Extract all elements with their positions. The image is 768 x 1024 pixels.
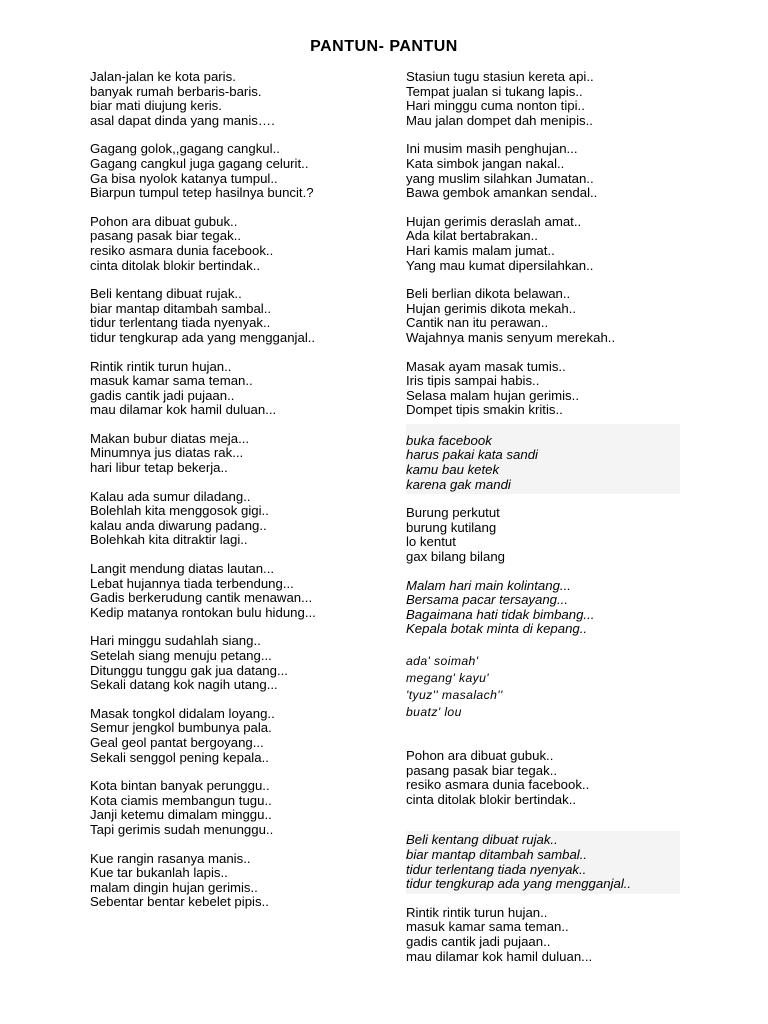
poem-line: Yang mau kumat dipersilahkan.. [406,257,594,273]
poem-line: pasang pasak biar tegak.. [90,228,242,244]
poem-line: Dompet tipis smakin kritis.. [406,402,563,418]
poem-line: Sekali senggol pening kepala.. [90,749,269,765]
poem-line: Gadis berkerudung cantik menawan... [90,590,313,606]
poem-line: cinta ditolak blokir bertindak.. [406,791,577,807]
poem-line: buatz' lou [406,705,462,719]
poem-line: Malam hari main kolintang... [406,577,571,593]
poem-line: Ini musim masih penghujan... [406,141,578,157]
poem-line: Semur jengkol bumbunya pala. [90,720,272,736]
stanza [90,70,390,128]
stanza [90,142,390,200]
poem-line: Makan bubur diatas meja... [90,430,250,446]
poem-line: Hari kamis malam jumat.. [406,242,555,258]
poem-line: Kalau ada sumur diladang.. [90,488,251,504]
poem-line: masuk kamar sama teman.. [406,919,569,935]
poem-line: tidur tengkurap ada yang mengganjal.. [406,876,632,892]
stanza [406,215,682,273]
poem-line: Burung perkutut [406,505,500,521]
poem-line: 'tyuz'' masalach'' [406,688,503,702]
stanza [406,831,680,893]
poem-line: mau dilamar kok hamil duluan... [406,948,593,964]
poem-line: Ga bisa nyolok katanya tumpul.. [90,170,278,186]
page-title: PANTUN- PANTUN [310,38,458,55]
poem-line: Minumnya jus diatas rak... [90,445,244,461]
poem-line: Kue tar bukanlah lapis.. [90,865,228,881]
poem-line: burung kutilang [406,519,497,535]
poem-line: mau dilamar kok hamil duluan... [90,402,277,418]
poem-line: Sebentar bentar kebelet pipis.. [90,894,269,910]
poem-line: cinta ditolak blokir bertindak.. [90,257,261,273]
poem-line: resiko asmara dunia facebook.. [90,242,274,258]
poem-line: Lebat hujannya tiada terbendung... [90,575,294,591]
poem-line: Stasiun tugu stasiun kereta api.. [406,69,594,84]
poem-line: Hujan gerimis dikota mekah.. [406,300,577,316]
poem-line: Bersama pacar tersayang... [406,592,568,608]
stanza [90,360,390,418]
poem-line: resiko asmara dunia facebook.. [406,777,590,793]
poem-line: Tempat jualan si tukang lapis.. [406,83,583,99]
poem-line: tidur tengkurap ada yang mengganjal.. [90,329,316,345]
stanza [406,653,682,721]
poem-line: gadis cantik jadi pujaan.. [406,933,551,949]
poem-line: Kata simbok jangan nakal.. [406,155,565,171]
stanza [90,852,390,910]
poem-line: Janji ketemu dimalam minggu.. [90,807,272,823]
poem-line: Gagang cangkul juga gagang celurit.. [90,155,309,171]
poem-line: Cantik nan itu perawan.. [406,315,549,331]
poem-line: Kota ciamis membangun tugu.. [90,792,272,808]
poem-line: Beli kentang dibuat rujak.. [406,832,558,848]
poem-line: Jalan-jalan ke kota paris. [90,69,236,84]
poem-line: tidur terlentang tiada nyenyak.. [406,861,587,877]
poem-line: Pohon ara dibuat gubuk.. [90,213,238,229]
stanza [406,424,680,494]
poem-line: Kepala botak minta di kepang.. [406,621,588,637]
poem-line: Rintik rintik turun hujan.. [406,904,548,920]
stanza [90,634,390,692]
poem-line: gax bilang bilang [406,549,505,565]
poem-line: Wajahnya manis senyum merekah.. [406,329,616,345]
stanza [406,749,682,807]
poem-line: Setelah siang menuju petang... [90,648,272,663]
poem-line: kamu bau ketek [406,462,500,478]
poem-line: Bawa gembok amankan sendal.. [406,185,598,201]
poem-line: gadis cantik jadi pujaan.. [90,387,235,403]
poem-line: Bolehlah kita menggosok gigi.. [90,503,269,519]
poem-line: yang muslim silahkan Jumatan.. [406,170,594,186]
poem-line: Beli kentang dibuat rujak.. [90,286,242,302]
poem-line: biar mantap ditambah sambal.. [90,300,272,316]
poem-line: biar mati diujung keris. [90,98,222,114]
stanza [90,562,390,620]
stanza [406,142,682,200]
stanza [90,432,390,476]
left-column [90,70,390,910]
poem-line: Sekali datang kok nagih utang... [90,677,278,693]
poem-line: banyak rumah berbaris-baris. [90,83,262,99]
poem-line: Bagaimana hati tidak bimbang... [406,606,595,622]
poem-line: Beli berlian dikota belawan.. [406,286,571,302]
poem-line: buka facebook [406,432,492,448]
poem-line: Iris tipis sampai habis.. [406,373,540,389]
poem-line: Kedip matanya rontokan bulu hidung... [90,604,316,620]
poem-line: Rintik rintik turun hujan.. [90,358,232,374]
poem-line: megang' kayu' [406,671,490,685]
poem-line: biar mantap ditambah sambal.. [406,846,588,862]
poem-line: Kota bintan banyak perunggu.. [90,778,270,794]
poem-line: Masak tongkol didalam loyang.. [90,705,275,721]
stanza [406,360,682,418]
poem-line: pasang pasak biar tegak.. [406,762,558,778]
poem-line: Pohon ara dibuat gubuk.. [406,748,554,763]
poem-line: Bolehkah kita ditraktir lagi.. [90,532,248,548]
poem-line: asal dapat dinda yang manis…. [90,112,275,128]
poem-line: Ada kilat bertabrakan.. [406,228,538,244]
stanza [406,287,682,345]
poem-line: Geal geol pantat bergoyang... [90,734,264,750]
poem-line: Hari minggu sudahlah siang.. [90,633,261,649]
poem-line: Hujan gerimis deraslah amat.. [406,213,582,229]
stanza [90,490,390,548]
poem-line: Hari minggu cuma nonton tipi.. [406,98,585,114]
poem-line: Tapi gerimis sudah menunggu.. [90,821,274,837]
stanza [406,579,682,637]
right-column [406,70,682,964]
poem-line: hari libur tetap bekerja.. [90,460,228,476]
poem-line: kalau anda diwarung padang.. [90,517,267,533]
stanza [406,70,682,128]
poem-line: lo kentut [406,534,456,550]
poem-line: Ditunggu tunggu gak jua datang... [90,662,288,678]
poem-line: malam dingin hujan gerimis.. [90,879,258,895]
poem-line: harus pakai kata sandi [406,447,538,463]
poem-line: Gagang golok,,gagang cangkul.. [90,141,280,157]
stanza [406,506,682,564]
poem-line: Langit mendung diatas lautan... [90,561,275,577]
poem-line: Mau jalan dompet dah menipis.. [406,112,593,128]
stanza [90,287,390,345]
stanza [90,779,390,837]
poem-line: Biarpun tumpul tetep hasilnya buncit.? [90,185,314,201]
poem-line: tidur terlentang tiada nyenyak.. [90,315,271,331]
stanza [90,215,390,273]
poem-line: ada' soimah' [406,654,479,668]
poem-line: karena gak mandi [406,476,511,492]
poem-line: Kue rangin rasanya manis.. [90,850,251,866]
poem-line: Selasa malam hujan gerimis.. [406,387,579,403]
stanza [406,906,682,964]
poem-line: Masak ayam masak tumis.. [406,358,566,374]
stanza [90,707,390,765]
poem-line: masuk kamar sama teman.. [90,373,253,389]
